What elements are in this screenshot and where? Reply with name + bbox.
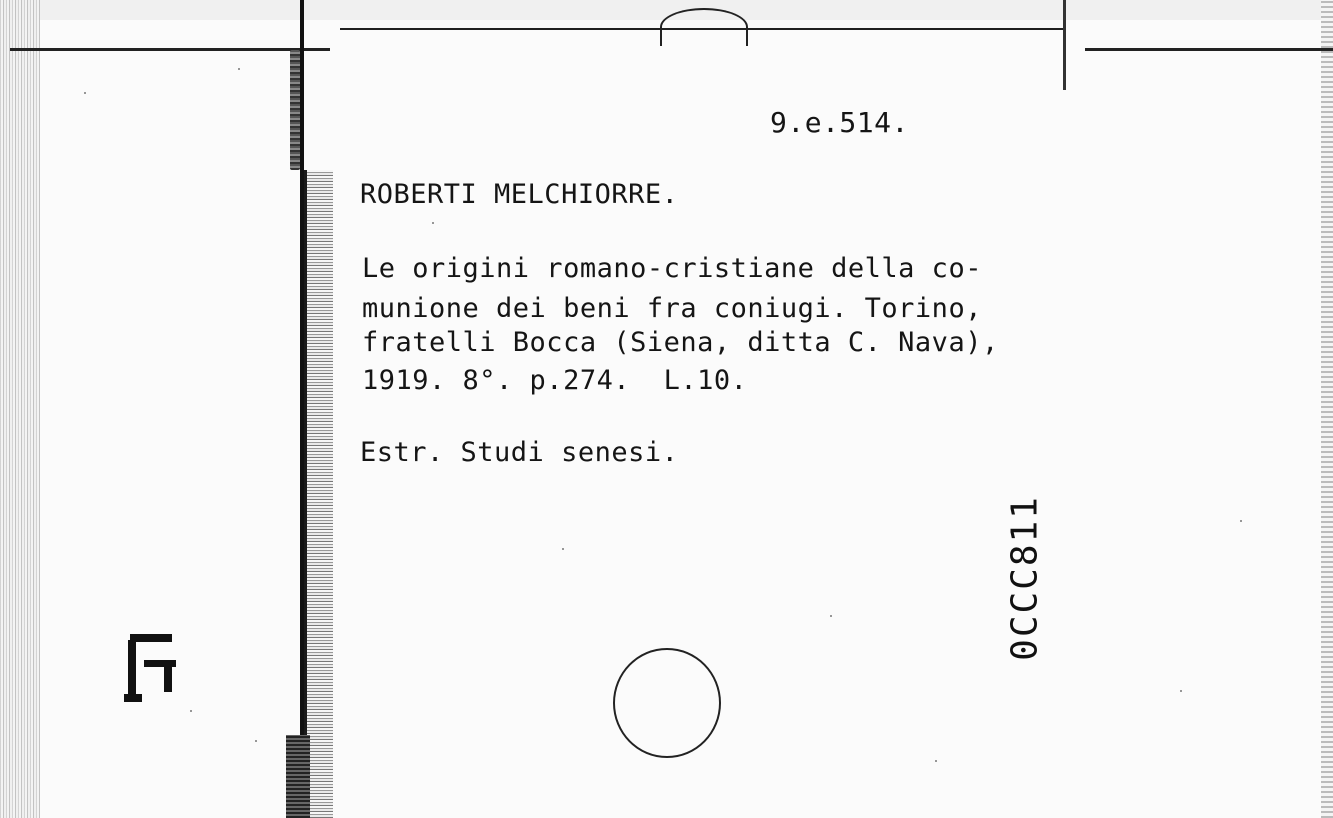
title-line-2: munione dei beni fra coniugi. Torino, xyxy=(362,293,982,324)
left-corner-mark xyxy=(122,630,182,710)
author-heading: ROBERTI MELCHIORRE. xyxy=(360,179,679,210)
scan-speck xyxy=(1240,520,1242,522)
scan-speck xyxy=(562,548,564,550)
shelfmark: 9.e.514. xyxy=(770,106,909,139)
scan-speck xyxy=(830,615,832,617)
scan-speck xyxy=(1180,690,1182,692)
top-rule-right xyxy=(1085,48,1333,51)
top-arc-mark xyxy=(660,8,748,46)
lower-spine-block xyxy=(286,735,310,818)
left-scan-noise xyxy=(0,0,40,818)
scan-speck xyxy=(84,92,86,94)
left-card-edge xyxy=(290,50,300,170)
scan-speck xyxy=(432,222,434,224)
inventory-number: 0CCC811 xyxy=(1004,495,1046,661)
scan-speck xyxy=(255,740,257,742)
center-spine xyxy=(304,170,333,818)
scan-speck xyxy=(935,760,937,762)
punch-hole xyxy=(613,648,721,758)
right-card-edge xyxy=(1063,0,1066,90)
title-line-3: fratelli Bocca (Siena, ditta C. Nava), xyxy=(362,327,999,358)
scan-speck xyxy=(190,710,192,712)
note-line: Estr. Studi senesi. xyxy=(360,437,679,468)
title-line-1: Le origini romano-cristiane della co- xyxy=(362,253,982,284)
title-line-4: 1919. 8°. p.274. L.10. xyxy=(362,365,748,396)
scan-speck xyxy=(238,68,240,70)
right-scan-noise xyxy=(1321,0,1333,818)
top-rule-left xyxy=(10,48,330,51)
